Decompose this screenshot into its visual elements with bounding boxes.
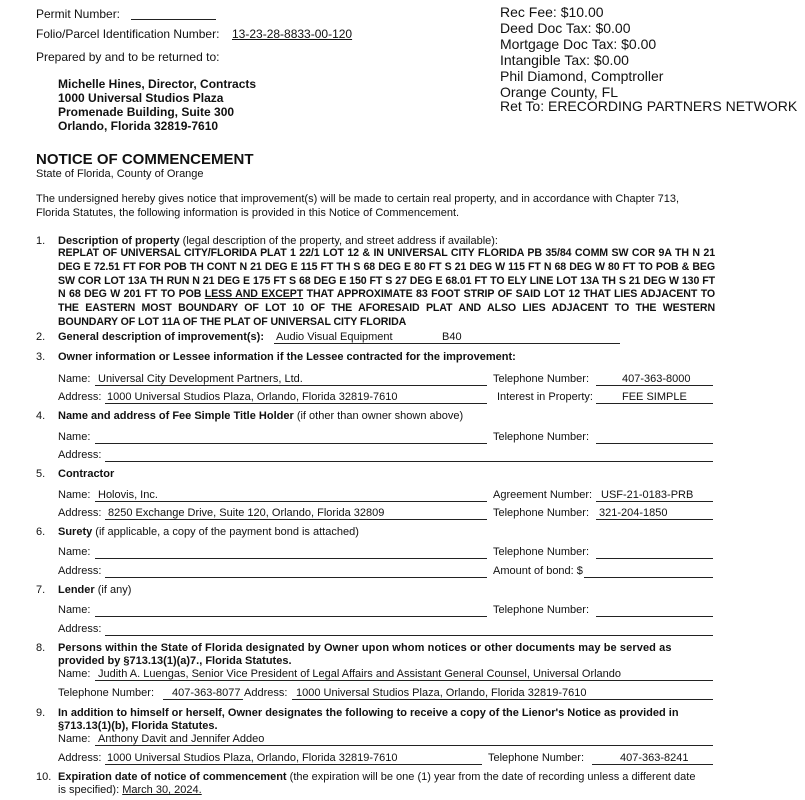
lienor-copy-phone: 407-363-8241 bbox=[620, 752, 689, 764]
owner-name: Universal City Development Partners, Ltd. bbox=[98, 373, 303, 385]
section-7-heading bbox=[58, 584, 131, 596]
contractor-name: Holovis, Inc. bbox=[98, 489, 158, 501]
address-label: Address: bbox=[58, 623, 102, 635]
address-label: Address: bbox=[58, 391, 102, 403]
title-holder-name-line bbox=[95, 443, 487, 444]
section-2-label: General description of improvement(s): bbox=[58, 331, 264, 343]
section-number: 4. bbox=[36, 410, 46, 422]
return-address-line: Michelle Hines, Director, Contracts bbox=[58, 77, 257, 91]
return-address-line: 1000 Universal Studios Plaza bbox=[58, 91, 224, 105]
section-6-label: Surety bbox=[58, 526, 93, 538]
improvement-code: B40 bbox=[442, 331, 462, 343]
intro-line: Florida Statutes, the following information is provided in this Notice of Commencement. bbox=[36, 207, 460, 219]
telephone-label: Telephone Number: bbox=[58, 687, 155, 699]
section-number: 1. bbox=[36, 235, 46, 247]
improvement-line bbox=[274, 343, 620, 344]
surety-phone-line bbox=[596, 558, 713, 559]
section-number: 6. bbox=[36, 526, 46, 538]
permit-number-line bbox=[131, 19, 216, 20]
state-county-line: State of Florida, County of Orange bbox=[36, 168, 204, 180]
address-label: Address: bbox=[58, 752, 102, 764]
interest-label: Interest in Property: bbox=[497, 391, 593, 403]
lender-address-line bbox=[105, 635, 713, 636]
contractor-address: 8250 Exchange Drive, Suite 120, Orlando, Florida 32809 bbox=[108, 507, 385, 519]
section-10-label: Expiration date of notice of commencement bbox=[58, 771, 287, 783]
section-number: 5. bbox=[36, 468, 46, 480]
section-10-heading bbox=[58, 771, 695, 783]
contractor-address-line bbox=[105, 519, 487, 520]
designee-phone-line bbox=[163, 699, 243, 700]
owner-address: 1000 Universal Studios Plaza, Orlando, Florida 32819-7610 bbox=[107, 391, 398, 403]
legal-description-part: THAT APPROXIMATE 83 FOOT STRIP OF SAID LOT 12 THAT LIES ADJACENT TO THE EASTERN MOST BOUNDARY OF LOT 10 OF THE AFORESAID PLAT AND ALSO LIES ADJACENT TO THE WESTERN BOUNDARY OF LOT 11A OF THE PLAT OF UNIVERSAL CITY FLORIDA bbox=[58, 288, 716, 328]
section-10-line2 bbox=[58, 784, 202, 796]
telephone-label: Telephone Number: bbox=[493, 604, 590, 616]
section-number: 8. bbox=[36, 642, 46, 654]
recorder-line: Intangible Tax: $0.00 bbox=[500, 52, 629, 68]
lienor-copy-address: 1000 Universal Studios Plaza, Orlando, Florida 32819-7610 bbox=[107, 752, 398, 764]
name-label: Name: bbox=[58, 489, 91, 501]
address-label: Address: bbox=[58, 565, 102, 577]
telephone-label: Telephone Number: bbox=[493, 507, 590, 519]
owner-phone: 407-363-8000 bbox=[622, 373, 691, 385]
improvement-description: Audio Visual Equipment bbox=[276, 331, 393, 343]
folio-label: Folio/Parcel Identification Number: bbox=[36, 27, 220, 41]
recorder-line: Ret To: ERECORDING PARTNERS NETWORK bbox=[500, 98, 798, 114]
owner-name-line bbox=[95, 385, 487, 386]
name-label: Name: bbox=[58, 546, 91, 558]
section-number: 10. bbox=[36, 771, 52, 783]
folio-number: 13-23-28-8833-00-120 bbox=[232, 27, 353, 41]
agreement-number: USF-21-0183-PRB bbox=[601, 489, 694, 501]
section-4-note: (if other than owner shown above) bbox=[293, 410, 464, 422]
section-7-note: (if any) bbox=[94, 584, 132, 596]
surety-name-line bbox=[95, 558, 487, 559]
designee-address: 1000 Universal Studios Plaza, Orlando, Florida 32819-7610 bbox=[296, 687, 587, 699]
owner-phone-line bbox=[596, 385, 713, 386]
bond-amount-label: Amount of bond: $ bbox=[493, 565, 583, 577]
interest-line bbox=[596, 403, 713, 404]
section-9-label: In addition to himself or herself, Owner designates the following to receive a copy of the Lienor's Notice as provided in bbox=[58, 707, 679, 719]
section-number: 9. bbox=[36, 707, 46, 719]
section-5-label: Contractor bbox=[58, 468, 115, 480]
section-4-heading bbox=[58, 410, 463, 422]
section-6-heading bbox=[58, 526, 359, 538]
section-4-label: Name and address of Fee Simple Title Holder bbox=[58, 410, 294, 422]
interest-in-property: FEE SIMPLE bbox=[622, 391, 687, 403]
contractor-phone: 321-204-1850 bbox=[599, 507, 668, 519]
designee-name: Judith A. Luengas, Senior Vice President of Legal Affairs and Assistant General Counsel, Universal Orlando bbox=[98, 668, 622, 680]
section-10-note: (the expiration will be one (1) year from the date of recording unless a different date bbox=[286, 771, 696, 783]
address-label: Address: bbox=[58, 507, 102, 519]
owner-address-line bbox=[105, 403, 487, 404]
section-1-note: (legal description of the property, and street address if available): bbox=[179, 235, 498, 247]
title-holder-address-line bbox=[105, 461, 713, 462]
lender-name-line bbox=[95, 616, 487, 617]
telephone-label: Telephone Number: bbox=[493, 431, 590, 443]
recorder-line: Rec Fee: $10.00 bbox=[500, 4, 604, 20]
recorder-line: Orange County, FL bbox=[500, 84, 619, 100]
section-number: 2. bbox=[36, 331, 46, 343]
lienor-copy-phone-line bbox=[592, 764, 713, 765]
contractor-phone-line bbox=[596, 519, 713, 520]
name-label: Name: bbox=[58, 431, 91, 443]
contractor-name-line bbox=[95, 501, 487, 502]
lender-phone-line bbox=[596, 616, 713, 617]
return-address-line: Promenade Building, Suite 300 bbox=[58, 105, 235, 119]
name-label: Name: bbox=[58, 373, 91, 385]
intro-line: The undersigned hereby gives notice that improvement(s) will be made to certain real property, and in accordance with Chapter 713, bbox=[36, 193, 680, 205]
section-number: 3. bbox=[36, 351, 46, 363]
name-label: Name: bbox=[58, 733, 91, 745]
name-label: Name: bbox=[58, 604, 91, 616]
bond-amount-line bbox=[584, 577, 713, 578]
section-1-label: Description of property bbox=[58, 235, 180, 247]
lienor-copy-address-line bbox=[105, 764, 482, 765]
legal-description-part: REPLAT OF UNIVERSAL CITY/FLORIDA PLAT 1 22/1 LOT 12 & IN UNIVERSAL CITY FLORIDA PB 35/84 COMM SW COR 9A TH N 21 DEG E 72.51 FT FOR POB TH CONT N 21 DEG E 115 FT TH S 68 DEG E 80 FT S 21 DEG W 115 FT N 68 DEG W 80 FT TO POB & BEG SW COR LOT 13A TH RUN N 21 DEG E 175 FT S 68 DEG E 150 FT S 27 DEG E 68.01 FT TO ELY LINE LOT 13A TH S 21 DEG W 130 FT N 68 DEG W 201 FT TO POB bbox=[58, 247, 715, 301]
telephone-label: Telephone Number: bbox=[493, 373, 590, 385]
section-6-note: (if applicable, a copy of the payment bond is attached) bbox=[92, 526, 359, 538]
lienor-copy-name: Anthony Davit and Jennifer Addeo bbox=[98, 733, 265, 745]
expiration-date: March 30, 2024. bbox=[122, 784, 202, 796]
permit-number-label: Permit Number: bbox=[36, 7, 121, 21]
recorder-line: Mortgage Doc Tax: $0.00 bbox=[500, 36, 657, 52]
section-7-label: Lender bbox=[58, 584, 95, 596]
telephone-label: Telephone Number: bbox=[493, 546, 590, 558]
section-number: 7. bbox=[36, 584, 46, 596]
section-8-label: Persons within the State of Florida designated by Owner upon whom notices or other documents may be served as bbox=[58, 642, 672, 654]
section-10-specified: is specified): bbox=[58, 784, 120, 796]
address-label: Address: bbox=[58, 449, 102, 461]
recorder-line: Phil Diamond, Comptroller bbox=[500, 68, 664, 84]
recorder-line: Deed Doc Tax: $0.00 bbox=[500, 20, 631, 36]
surety-address-line bbox=[105, 577, 487, 578]
designee-name-line bbox=[95, 680, 713, 681]
section-9-label: §713.13(1)(b), Florida Statutes. bbox=[58, 720, 218, 732]
lienor-copy-name-line bbox=[95, 745, 713, 746]
section-3-label: Owner information or Lessee information if the Lessee contracted for the improvement: bbox=[58, 351, 516, 363]
legal-description bbox=[58, 247, 715, 330]
prepared-by-label: Prepared by and to be returned to: bbox=[36, 50, 220, 64]
address-label: Address: bbox=[244, 687, 288, 699]
agreement-line bbox=[596, 501, 713, 502]
section-8-label: provided by §713.13(1)(a)7., Florida Statutes. bbox=[58, 655, 292, 667]
telephone-label: Telephone Number: bbox=[488, 752, 585, 764]
less-and-except: LESS AND EXCEPT bbox=[204, 288, 304, 301]
section-1-heading bbox=[58, 235, 498, 247]
name-label: Name: bbox=[58, 668, 91, 680]
return-address-line: Orlando, Florida 32819-7610 bbox=[58, 119, 219, 133]
agreement-label: Agreement Number: bbox=[493, 489, 593, 501]
designee-address-line bbox=[292, 699, 713, 700]
document-title: NOTICE OF COMMENCEMENT bbox=[36, 151, 254, 168]
title-holder-phone-line bbox=[596, 443, 713, 444]
designee-phone: 407-363-8077 bbox=[172, 687, 241, 699]
